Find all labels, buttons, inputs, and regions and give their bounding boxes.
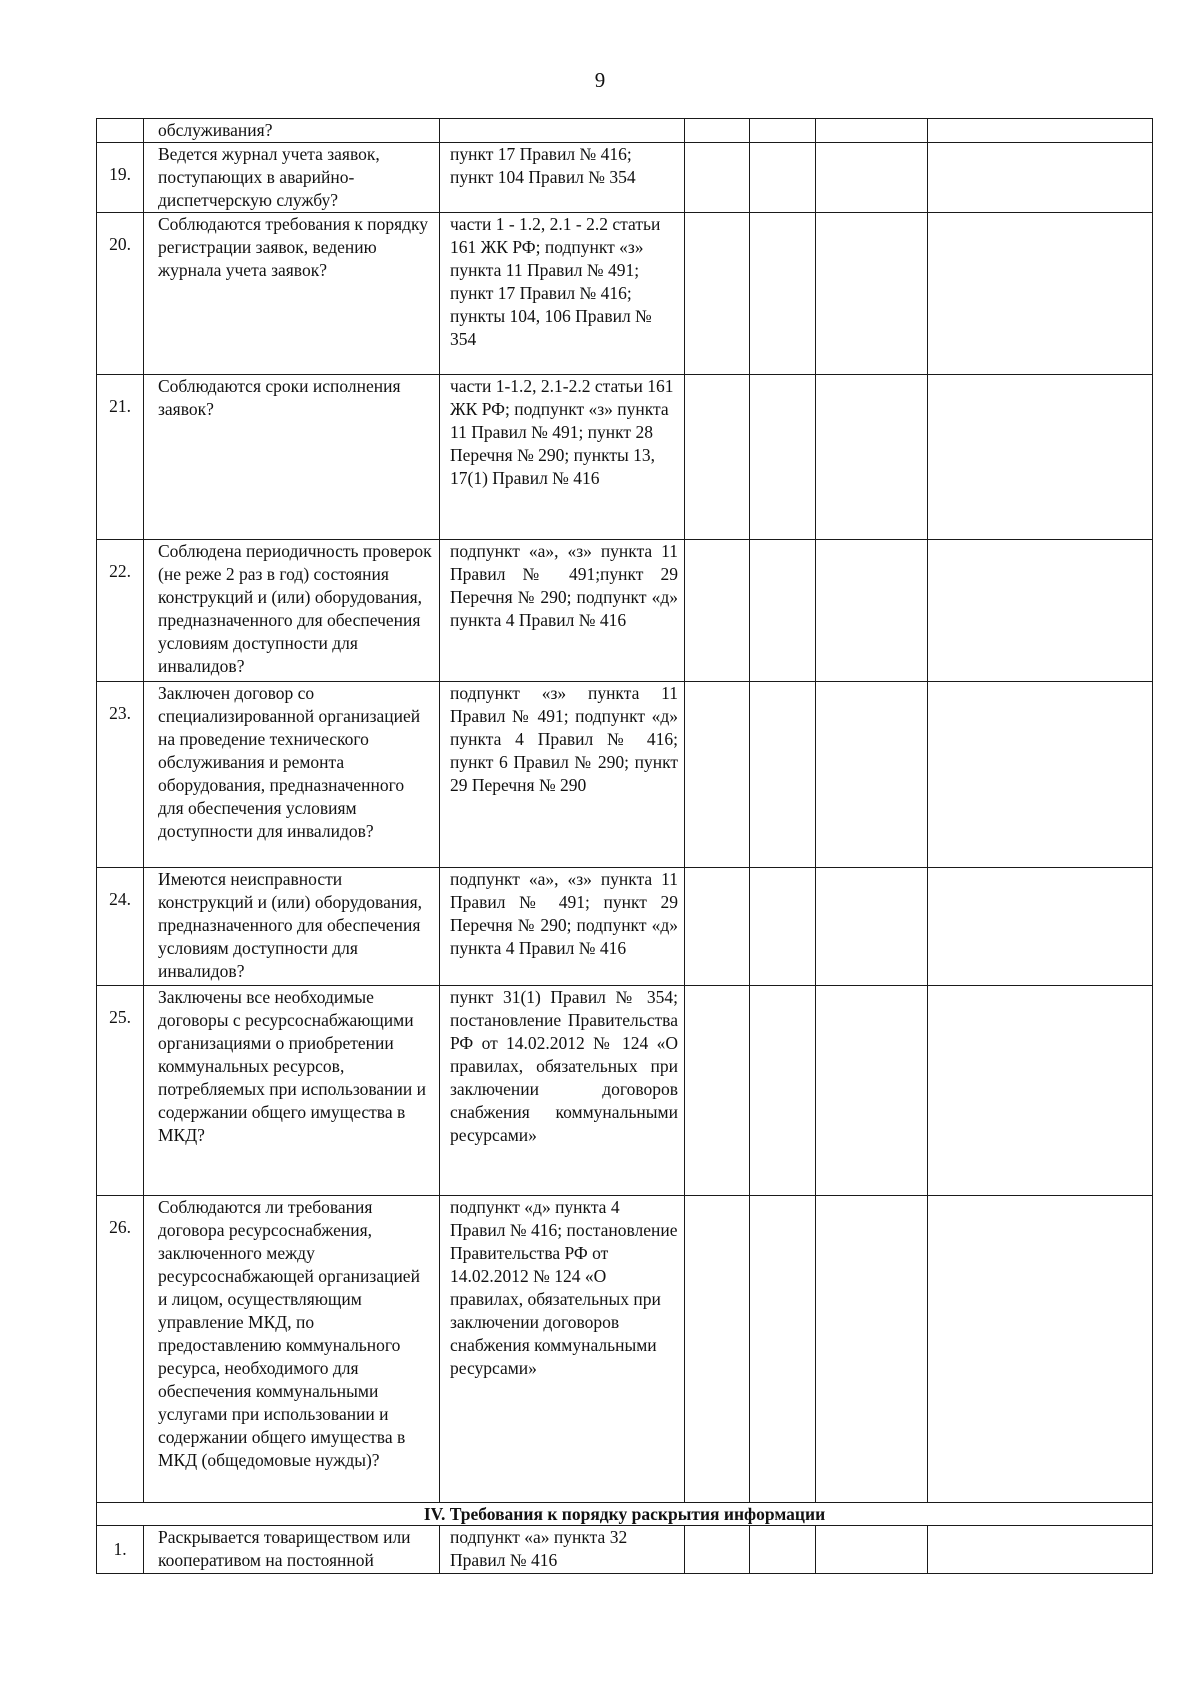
- answer-na-cell: [816, 143, 928, 213]
- row-number: 19.: [97, 143, 144, 213]
- answer-yes-cell: [685, 540, 750, 682]
- row-number: [97, 119, 144, 143]
- legal-reference: части 1-1.2, 2.1-2.2 статьи 161 ЖК РФ; подпункт «з» пункта 11 Правил № 491; пункт 28 Перечня № 290; пункты 13, 17(1) Правил № 416: [440, 375, 685, 540]
- answer-na-cell: [816, 868, 928, 986]
- row-number: 22.: [97, 540, 144, 682]
- answer-no-cell: [750, 1196, 816, 1503]
- answer-na-cell: [816, 682, 928, 868]
- question-text: Соблюдаются сроки исполнения заявок?: [144, 375, 440, 540]
- table-row: [97, 119, 1153, 143]
- comment-cell: [928, 986, 1153, 1196]
- answer-no-cell: [750, 682, 816, 868]
- table-row: [97, 143, 1153, 213]
- question-text: Ведется журнал учета заявок, поступающих в аварийно-диспетчерскую службу?: [144, 143, 440, 213]
- answer-no-cell: [750, 119, 816, 143]
- section-heading-row: [97, 1503, 1153, 1526]
- answer-na-cell: [816, 119, 928, 143]
- answer-yes-cell: [685, 119, 750, 143]
- answer-na-cell: [816, 986, 928, 1196]
- table-row: [97, 1196, 1153, 1503]
- legal-reference: подпункт «з» пункта 11 Правил № 491; подпункт «д» пункта 4 Правил № 416; пункт 6 Правил № 290; пункт 29 Перечня № 290: [440, 682, 685, 868]
- question-text: Соблюдаются ли требования договора ресурсоснабжения, заключенного между ресурсоснабжающей организацией и лицом, осуществляющим управление МКД, по предоставлению коммунального ресурса, необходимого для обеспечения коммунальными услугами при использовании и содержании общего имущества в МКД (общедомовые нужды)?: [144, 1196, 440, 1503]
- question-text: Соблюдаются требования к порядку регистрации заявок, ведению журнала учета заявок?: [144, 213, 440, 375]
- answer-no-cell: [750, 213, 816, 375]
- comment-cell: [928, 540, 1153, 682]
- answer-no-cell: [750, 868, 816, 986]
- answer-yes-cell: [685, 375, 750, 540]
- table-row: [97, 868, 1153, 986]
- page-number: 9: [594, 68, 606, 92]
- answer-no-cell: [750, 1526, 816, 1574]
- answer-no-cell: [750, 540, 816, 682]
- row-number: 26.: [97, 1196, 144, 1503]
- answer-no-cell: [750, 143, 816, 213]
- legal-reference: пункт 17 Правил № 416; пункт 104 Правил № 354: [440, 143, 685, 213]
- answer-yes-cell: [685, 986, 750, 1196]
- legal-reference: части 1 - 1.2, 2.1 - 2.2 статьи 161 ЖК РФ; подпункт «з» пункта 11 Правил № 491; пункт 17 Правил № 416; пункты 104, 106 Правил № 354: [440, 213, 685, 375]
- row-number: 24.: [97, 868, 144, 986]
- comment-cell: [928, 1196, 1153, 1503]
- answer-na-cell: [816, 540, 928, 682]
- comment-cell: [928, 682, 1153, 868]
- table-row: [97, 682, 1153, 868]
- comment-cell: [928, 868, 1153, 986]
- question-text: Имеются неисправности конструкций и (или) оборудования, предназначенного для обеспечения условиям доступности для инвалидов?: [144, 868, 440, 986]
- question-text: Раскрывается товариществом или кооперативом на постоянной: [144, 1526, 440, 1574]
- comment-cell: [928, 143, 1153, 213]
- comment-cell: [928, 1526, 1153, 1574]
- answer-na-cell: [816, 375, 928, 540]
- answer-yes-cell: [685, 213, 750, 375]
- question-text: Заключен договор со специализированной организацией на проведение технического обслуживания и ремонта оборудования, предназначенного для обеспечения условиям доступности для инвалидов?: [144, 682, 440, 868]
- answer-yes-cell: [685, 868, 750, 986]
- comment-cell: [928, 213, 1153, 375]
- legal-reference: подпункт «а» пункта 32 Правил № 416: [440, 1526, 685, 1574]
- legal-reference: подпункт «а», «з» пункта 11 Правил № 491; пункт 29 Перечня № 290; подпункт «д» пункта 4 Правил № 416: [440, 868, 685, 986]
- row-number: 23.: [97, 682, 144, 868]
- row-number: 20.: [97, 213, 144, 375]
- legal-reference: [440, 119, 685, 143]
- table-row: [97, 213, 1153, 375]
- answer-na-cell: [816, 213, 928, 375]
- row-number: 21.: [97, 375, 144, 540]
- answer-no-cell: [750, 375, 816, 540]
- answer-na-cell: [816, 1526, 928, 1574]
- question-text: обслуживания?: [144, 119, 440, 143]
- row-number: 25.: [97, 986, 144, 1196]
- answer-na-cell: [816, 1196, 928, 1503]
- comment-cell: [928, 375, 1153, 540]
- answer-no-cell: [750, 986, 816, 1196]
- requirements-table: [96, 118, 1153, 1574]
- comment-cell: [928, 119, 1153, 143]
- table-row: [97, 1526, 1153, 1574]
- question-text: Заключены все необходимые договоры с ресурсоснабжающими организациями о приобретении коммунальных ресурсов, потребляемых при использовании и содержании общего имущества в МКД?: [144, 986, 440, 1196]
- answer-yes-cell: [685, 1526, 750, 1574]
- answer-yes-cell: [685, 682, 750, 868]
- legal-reference: подпункт «а», «з» пункта 11 Правил № 491;пункт 29 Перечня № 290; подпункт «д» пункта 4 Правил № 416: [440, 540, 685, 682]
- table-row: [97, 375, 1153, 540]
- table-row: [97, 986, 1153, 1196]
- row-number: 1.: [97, 1526, 144, 1574]
- table-row: [97, 540, 1153, 682]
- answer-yes-cell: [685, 1196, 750, 1503]
- legal-reference: пункт 31(1) Правил № 354; постановление Правительства РФ от 14.02.2012 № 124 «О правилах, обязательных при заключении договоров снабжения коммунальными ресурсами»: [440, 986, 685, 1196]
- legal-reference: подпункт «д» пункта 4 Правил № 416; постановление Правительства РФ от 14.02.2012 № 124 «О правилах, обязательных при заключении договоров снабжения коммунальными ресурсами»: [440, 1196, 685, 1503]
- answer-yes-cell: [685, 143, 750, 213]
- question-text: Соблюдена периодичность проверок (не реже 2 раз в год) состояния конструкций и (или) оборудования, предназначенного для обеспечения условиям доступности для инвалидов?: [144, 540, 440, 682]
- section-heading: IV. Требования к порядку раскрытия информации: [97, 1503, 1153, 1526]
